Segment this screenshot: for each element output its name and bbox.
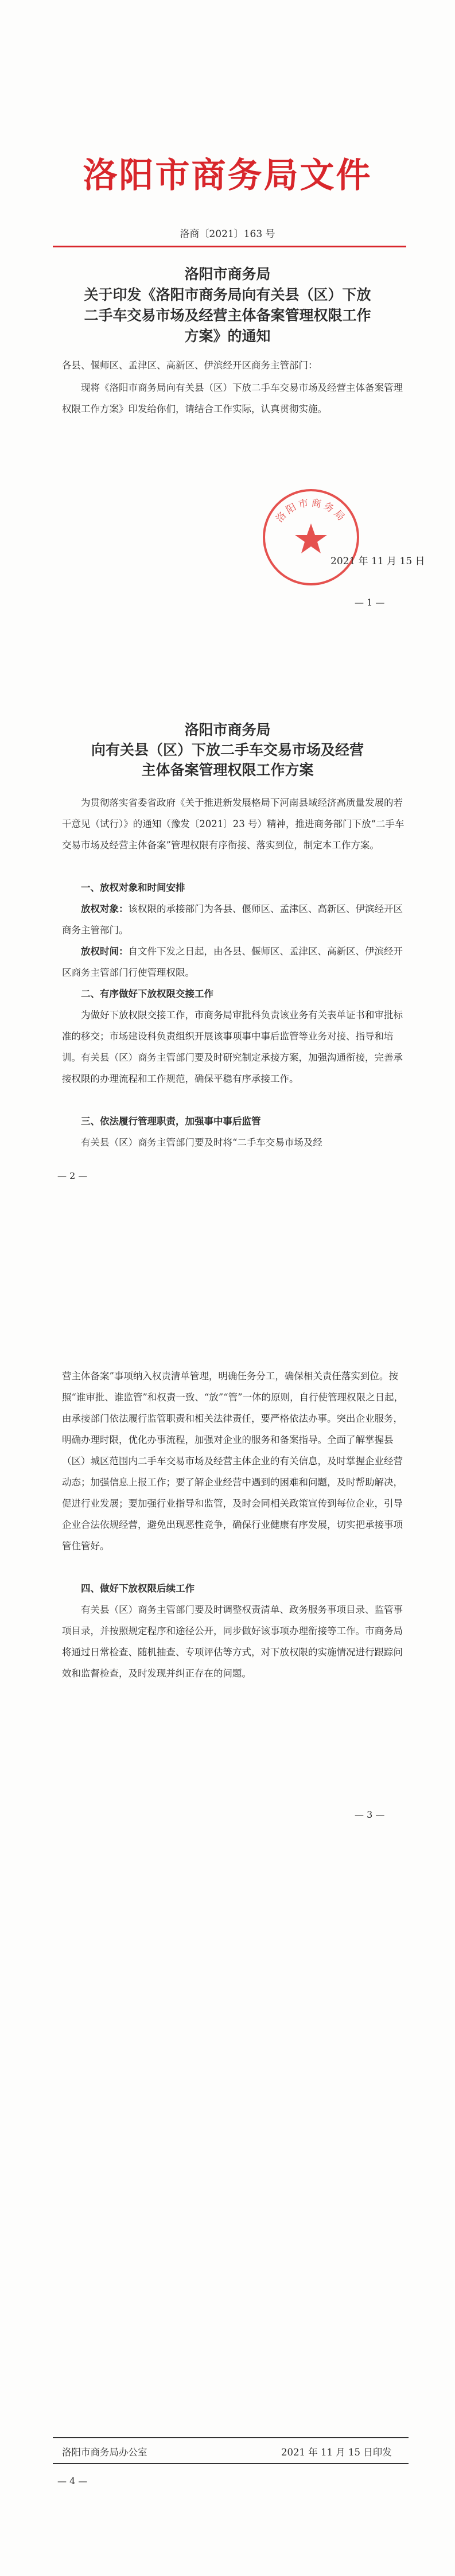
section-3-text-start: 有关县（区）商务主管部门要及时将“二手车交易市场及经 [81,1137,322,1148]
section-3-text-cont: 营主体备案”事项纳入权责清单管理，明确任务分工，确保相关责任落实到位。按照“谁审批、谁监管”和权责一致、“放”“管”一体的原则，自行使管理权限之日起，由承接部门依法履行监管职责和相关法律责任，要严格依法办事。突出企业服务，明确办理时限，优化办事流程，加强对企业的服务和备案指导。全面了解掌握县（区）城区范围内二手车交易市场及经营主体企业的有关信息，及时掌握企业经营动态；加强信息上报工作；要了解企业经营中遇到的困难和问题，及时帮助解决，促进行业发展；要加强行业指导和监管，及时会同相关政策宣传到每位企业，引导企业合法依规经营，避免出现恶性竞争，确保行业健康有序发展，切实把承接事项管住管好。 [62,1371,404,1551]
page-3 [0,1288,455,1932]
page-1 [0,0,455,644]
seal-text: 洛阳市商务局 [274,497,348,525]
time-label: 放权时间： [81,946,129,957]
page-number-1: — 1 — [355,597,385,608]
official-seal-icon [259,486,363,589]
object-label: 放权对象： [81,903,129,914]
page-4 [0,1932,455,2576]
footer-print-date: 2021 年 11 月 15 日印发 [281,2447,392,2458]
notice-title-line-3: 二手车交易市场及经营主体备案管理权限工作 [84,307,371,324]
plan-intro: 为贯彻落实省委省政府《关于推进新发展格局下河南县域经济高质量发展的若干意见（试行）》的通知（豫发〔2021〕23 号）精神，推进商务部门下放“二手车交易市场及经营主体备案”管理权限有序衔接、落实到位，制定本工作方案。 [62,797,405,851]
section-1-object [62,898,406,941]
document-number: 洛商〔2021〕163 号 [180,228,275,240]
notice-date: 2021 年 11 月 15 日 [330,556,425,567]
object-text: 该权限的承接部门为各县、偃师区、孟津区、高新区、伊滨经开区商务主管部门。 [62,903,403,936]
page-number-4: — 4 — [57,2476,88,2486]
section-1-time [62,941,406,983]
page-number-3: — 3 — [355,1809,385,1820]
notice-title-line-1: 洛阳市商务局 [184,266,271,282]
section-2-text: 为做好下放权限交接工作，市商务局审批科负责该业务有关表单证书和审批标准的移交；市场建设科负责组织开展该事项事中事后监管等业务对接、指导和培训。有关县（区）商务主管部门要及时研究制定承接方案，加强沟通衔接，完善承接权限的办理流程和工作规范，确保平稳有序承接工作。 [62,1010,403,1084]
section-1-heading: 一、放权对象和时间安排 [81,882,185,893]
section-3-heading: 三、依法履行管理职责，加强事中事后监管 [81,1116,261,1127]
document-header-title: 洛阳市商务局文件 [83,156,372,196]
section-4-text: 有关县（区）商务主管部门要及时调整权责清单、政务服务事项目录、监管事项目录，并按照规定程序和途径公开，同步做好该事项办理衔接等工作。市商务局将通过日常检查、随机抽查、专项评估等方式，对下放权限的实施情况进行跟踪问效和监督检查，及时发现并纠正存在的问题。 [62,1604,403,1679]
notice-title-line-2: 关于印发《洛阳市商务局向有关县（区）下放 [84,286,371,303]
page-2 [0,644,455,1288]
section-4-heading: 四、做好下放权限后续工作 [81,1583,195,1594]
plan-title-line-2: 向有关县（区）下放二手车交易市场及经营 [91,742,364,758]
footer-office: 洛阳市商务局办公室 [62,2447,147,2458]
header-red-rule [53,246,406,247]
footer-top-rule [53,2437,409,2438]
plan-title-line-1: 洛阳市商务局 [184,721,271,738]
plan-title-line-3: 主体备案管理权限工作方案 [141,762,314,778]
page-number-2: — 2 — [57,1170,88,1181]
notice-recipients: 各县、偃师区、孟津区、高新区、伊滨经开区商务主管部门： [62,360,318,371]
section-2-heading: 二、有序做好下放权限交接工作 [81,988,213,999]
time-text: 自文件下发之日起，由各县、偃师区、孟津区、高新区、伊滨经开区商务主管部门行使管理权限。 [62,946,403,978]
notice-title-line-4: 方案》的通知 [184,328,271,344]
svg-text:洛阳市商务局 [274,497,348,525]
footer-bottom-rule [53,2463,409,2464]
notice-body: 现将《洛阳市商务局向有关县（区）下放二手车交易市场及经营主体备案管理权限工作方案》印发给你们，请结合工作实际，认真贯彻实施。 [62,382,403,414]
